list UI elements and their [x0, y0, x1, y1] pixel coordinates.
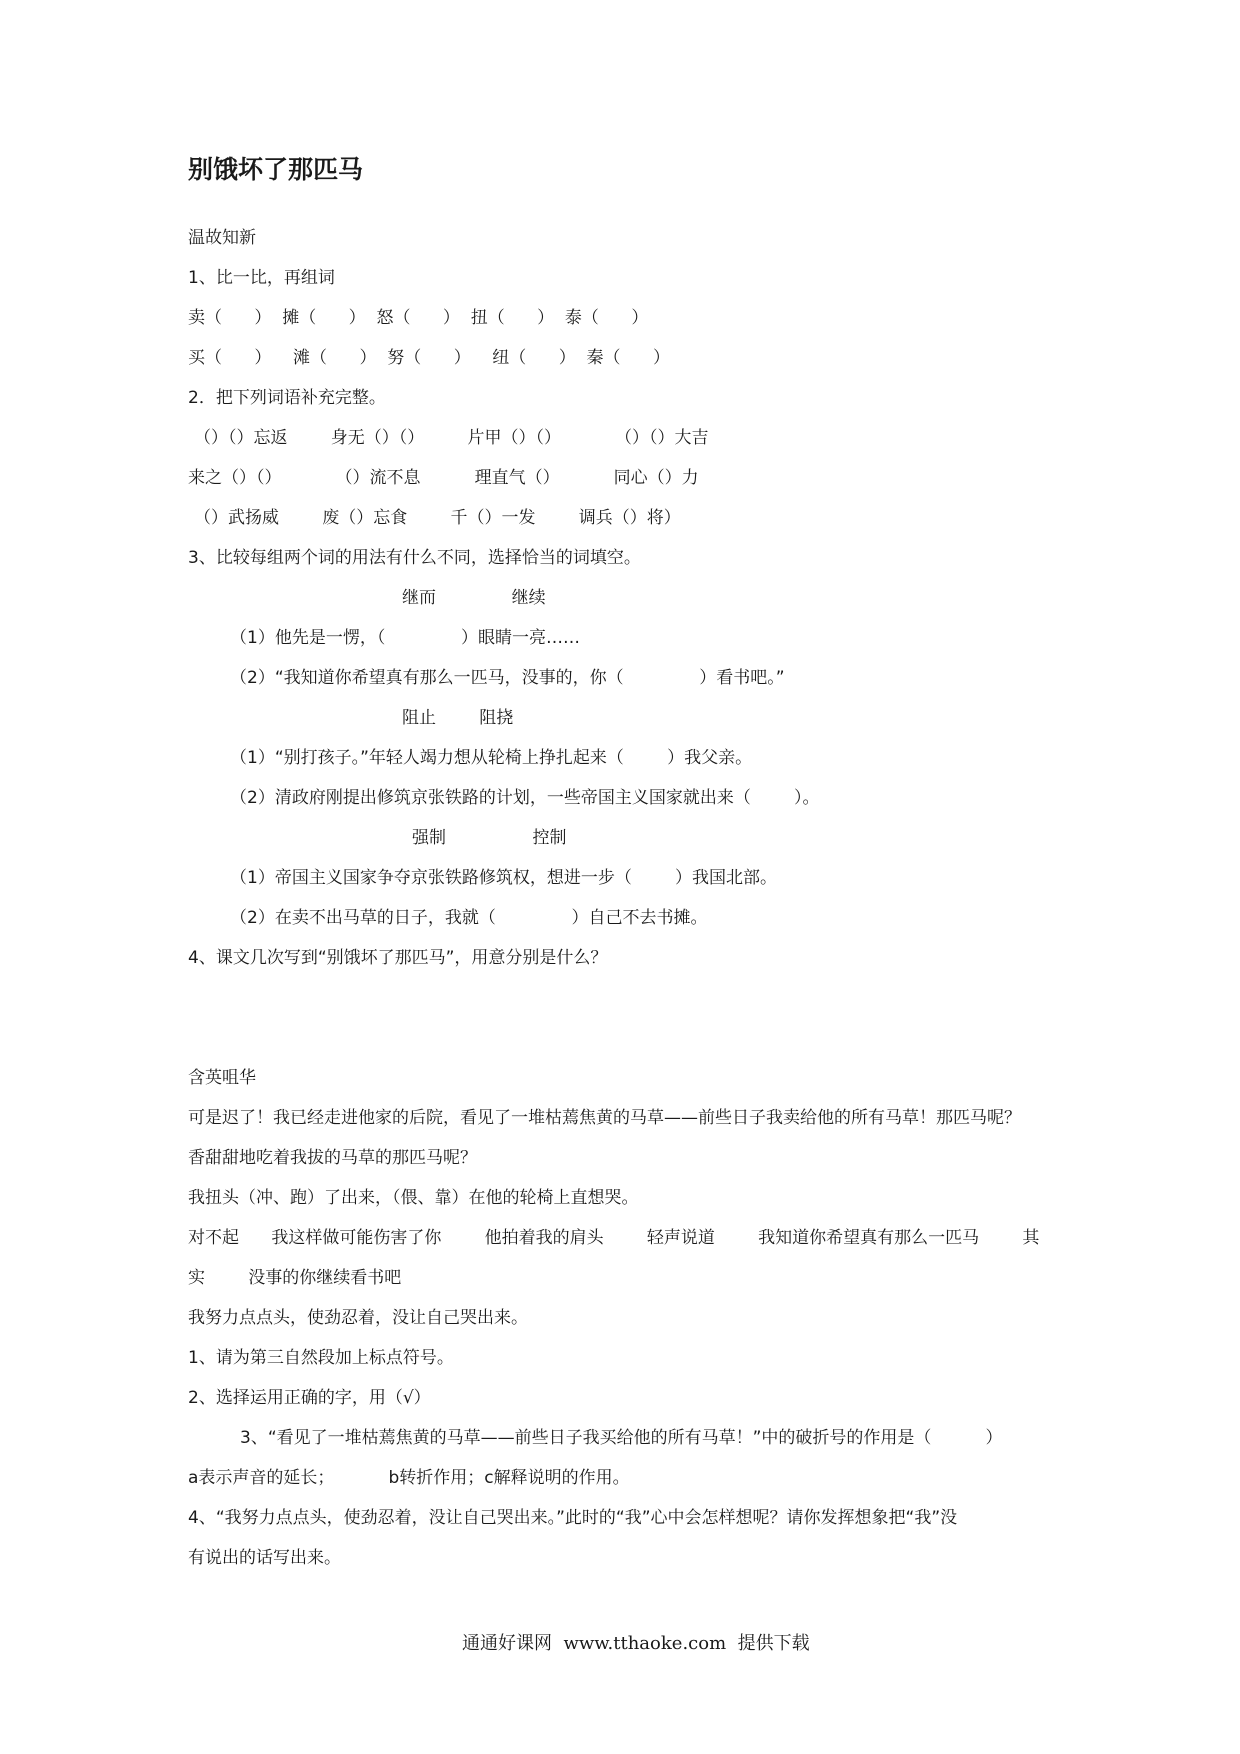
passage-paragraph-1-line-2: 香甜甜地吃着我拔的马草的那匹马呢？ — [188, 1148, 477, 1168]
word-pair-3: 强制 控制 — [412, 828, 567, 848]
question-4-label: 4、课文几次写到“别饿坏了那匹马”，用意分别是什么？ — [188, 948, 608, 968]
question-2-row-1: （）（）忘返 身无（）（） 片甲（）（） （）（）大吉 — [194, 428, 709, 448]
question-3-label: 3、比较每组两个词的用法有什么不同，选择恰当的词填空。 — [188, 548, 641, 568]
question-2-row-3: （）武扬威 废（）忘食 千（）一发 调兵（）将） — [194, 508, 681, 528]
footer-source: 通通好课网 www.tthaoke.com 提供下载 — [462, 1633, 810, 1654]
document-title: 别饿坏了那匹马 — [188, 155, 364, 184]
word-pair-2: 阻止 阻挠 — [402, 708, 514, 728]
section-heading-reading: 含英咀华 — [188, 1068, 256, 1088]
passage-paragraph-2: 我扭头（冲、跑）了出来，（偎、靠）在他的轮椅上直想哭。 — [188, 1188, 639, 1208]
passage-paragraph-3-line-2: 实 没事的你继续看书吧 — [188, 1268, 402, 1288]
reading-question-3-options: a表示声音的延长； b转折作用；c解释说明的作用。 — [188, 1468, 630, 1488]
word-pair-3-sentence-1: （1）帝国主义国家争夺京张铁路修筑权，想进一步（ ）我国北部。 — [230, 868, 778, 888]
question-2-label: 2．把下列词语补充完整。 — [188, 388, 386, 408]
word-pair-1-sentence-2: （2）“我知道你希望真有那么一匹马，没事的，你（ ）看书吧。” — [230, 668, 785, 688]
question-1-label: 1、比一比，再组词 — [188, 268, 335, 288]
reading-question-3: 3、“看见了一堆枯蔫焦黄的马草——前些日子我买给他的所有马草！”中的破折号的作用是（ ） — [240, 1428, 1003, 1448]
passage-paragraph-3-line-1: 对不起 我这样做可能伤害了你 他拍着我的肩头 轻声说道 我知道你希望真有那么一匹马 其 — [188, 1228, 1040, 1248]
word-pair-1-sentence-1: （1）他先是一愣，（ ）眼睛一亮…… — [230, 628, 580, 648]
word-pair-2-sentence-2: （2）清政府刚提出修筑京张铁路的计划，一些帝国主义国家就出来（ ）。 — [230, 788, 820, 808]
reading-question-2: 2、选择运用正确的字，用（√） — [188, 1388, 431, 1408]
question-1-row-1: 卖（ ） 摊（ ） 怒（ ） 扭（ ） 泰（ ） — [188, 308, 649, 328]
passage-paragraph-1-line-1: 可是迟了！我已经走进他家的后院，看见了一堆枯蔫焦黄的马草——前些日子我卖给他的所有马草！那匹马呢？ — [188, 1108, 1021, 1128]
question-1-row-2: 买（ ） 滩（ ） 努（ ） 纽（ ） 秦（ ） — [188, 348, 670, 368]
reading-question-4-line-1: 4、“我努力点点头，使劲忍着，没让自己哭出来。”此时的“我”心中会怎样想呢？请你发挥想象把“我”没 — [188, 1508, 958, 1528]
reading-question-1: 1、请为第三自然段加上标点符号。 — [188, 1348, 454, 1368]
passage-paragraph-4: 我努力点点头，使劲忍着，没让自己哭出来。 — [188, 1308, 528, 1328]
reading-question-4-line-2: 有说出的话写出来。 — [188, 1548, 341, 1568]
word-pair-2-sentence-1: （1）“别打孩子。”年轻人竭力想从轮椅上挣扎起来（ ）我父亲。 — [230, 748, 753, 768]
question-2-row-2: 来之（）（） （）流不息 理直气（） 同心（）力 — [188, 468, 699, 488]
section-heading-review: 温故知新 — [188, 228, 256, 248]
word-pair-1: 继而 继续 — [402, 588, 546, 608]
word-pair-3-sentence-2: （2）在卖不出马草的日子，我就（ ）自己不去书摊。 — [230, 908, 708, 928]
